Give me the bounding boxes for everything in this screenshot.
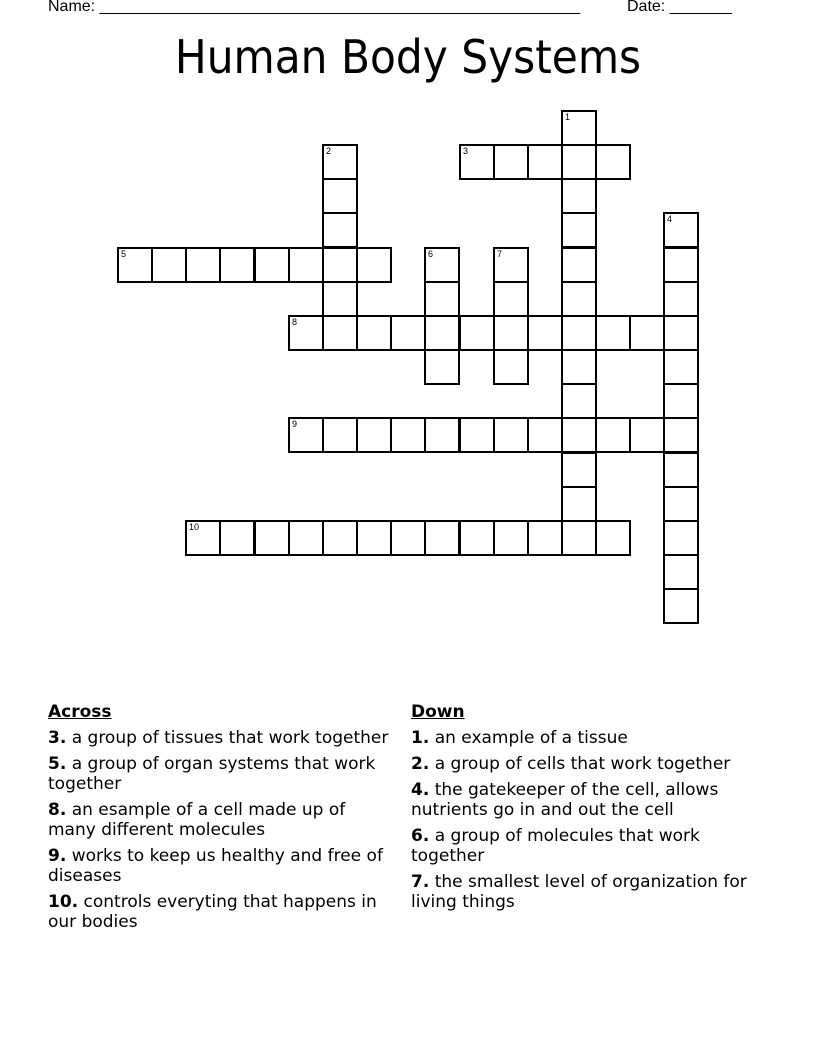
crossword-cell[interactable] xyxy=(663,588,699,624)
crossword-cell[interactable] xyxy=(663,349,699,385)
crossword-cell[interactable] xyxy=(663,247,699,283)
page-title: Human Body Systems xyxy=(174,30,642,84)
crossword-cell[interactable] xyxy=(390,520,426,556)
crossword-cell[interactable] xyxy=(322,212,358,248)
crossword-cell[interactable] xyxy=(254,247,290,283)
crossword-cell[interactable] xyxy=(493,144,529,180)
crossword-cell[interactable] xyxy=(459,520,495,556)
clue-across-9 xyxy=(48,846,393,886)
crossword-cell[interactable] xyxy=(288,520,324,556)
crossword-cell[interactable] xyxy=(663,520,699,556)
crossword-cell[interactable] xyxy=(424,247,460,283)
clue-text: an example of a tissue xyxy=(429,728,628,748)
crossword-cell[interactable] xyxy=(561,452,597,488)
clue-number: 9. xyxy=(48,846,67,866)
cell-number: 1 xyxy=(565,112,571,122)
crossword-cell[interactable] xyxy=(459,417,495,453)
clue-text: works to keep us healthy and free of diseases xyxy=(48,846,383,886)
cell-number: 7 xyxy=(497,249,503,259)
crossword-cell[interactable] xyxy=(629,315,665,351)
down-heading: Down xyxy=(411,702,465,722)
clue-text: a group of tissues that work together xyxy=(66,728,389,748)
clue-number: 3. xyxy=(48,728,67,748)
crossword-cell[interactable] xyxy=(424,281,460,317)
clue-number: 4. xyxy=(411,780,430,800)
crossword-cell[interactable] xyxy=(663,212,699,248)
crossword-cell[interactable] xyxy=(561,349,597,385)
crossword-cell[interactable] xyxy=(151,247,187,283)
crossword-cell[interactable] xyxy=(288,417,324,453)
crossword-cell[interactable] xyxy=(493,315,529,351)
clue-number: 5. xyxy=(48,754,67,774)
crossword-cell[interactable] xyxy=(493,417,529,453)
cell-number: 10 xyxy=(189,522,200,532)
cell-number: 3 xyxy=(463,146,469,156)
crossword-cell[interactable] xyxy=(185,520,221,556)
crossword-cell[interactable] xyxy=(322,178,358,214)
crossword-cell[interactable] xyxy=(595,417,631,453)
across-clues xyxy=(48,702,393,938)
crossword-cell[interactable] xyxy=(322,144,358,180)
clue-across-3 xyxy=(48,728,393,748)
crossword-cell[interactable] xyxy=(390,417,426,453)
crossword-cell[interactable] xyxy=(390,315,426,351)
crossword-cell[interactable] xyxy=(561,212,597,248)
clue-number: 2. xyxy=(411,754,430,774)
clue-down-6 xyxy=(411,826,776,866)
crossword-cell[interactable] xyxy=(561,247,597,283)
crossword-cell[interactable] xyxy=(595,315,631,351)
clue-text: a group of cells that work together xyxy=(429,754,731,774)
crossword-cell[interactable] xyxy=(356,417,392,453)
crossword-cell[interactable] xyxy=(663,486,699,522)
clue-text: controls everyting that happens in our bodies xyxy=(48,892,377,932)
crossword-cell[interactable] xyxy=(219,247,255,283)
crossword-cell[interactable] xyxy=(356,315,392,351)
crossword-cell[interactable] xyxy=(629,417,665,453)
crossword-cell[interactable] xyxy=(288,315,324,351)
crossword-cell[interactable] xyxy=(322,247,358,283)
clue-number: 1. xyxy=(411,728,430,748)
cell-number: 2 xyxy=(326,146,332,156)
crossword-cell[interactable] xyxy=(527,315,563,351)
clue-text: an esample of a cell made up of many different molecules xyxy=(48,800,346,840)
clue-across-8 xyxy=(48,800,393,840)
clue-down-7 xyxy=(411,872,776,912)
crossword-cell[interactable] xyxy=(595,144,631,180)
crossword-cell[interactable] xyxy=(561,486,597,522)
clue-number: 10. xyxy=(48,892,79,912)
cell-number: 4 xyxy=(667,214,673,224)
cell-number: 8 xyxy=(292,317,298,327)
across-heading: Across xyxy=(48,702,112,722)
crossword-cell[interactable] xyxy=(663,315,699,351)
clue-number: 6. xyxy=(411,826,430,846)
crossword-cell[interactable] xyxy=(561,144,597,180)
crossword-cell[interactable] xyxy=(663,383,699,419)
cell-number: 5 xyxy=(121,249,127,259)
crossword-cell[interactable] xyxy=(424,349,460,385)
clue-text: a group of organ systems that work together xyxy=(48,754,376,794)
crossword-cell[interactable] xyxy=(561,520,597,556)
clue-text: a group of molecules that work together xyxy=(411,826,700,866)
clue-down-4 xyxy=(411,780,776,820)
crossword-cell[interactable] xyxy=(663,417,699,453)
crossword-cell[interactable] xyxy=(561,281,597,317)
crossword-cell[interactable] xyxy=(117,247,153,283)
crossword-cell[interactable] xyxy=(356,520,392,556)
crossword-cell[interactable] xyxy=(663,281,699,317)
crossword-cell[interactable] xyxy=(561,315,597,351)
crossword-cell[interactable] xyxy=(493,349,529,385)
clue-text: the smallest level of organization for living things xyxy=(411,872,747,912)
crossword-cell[interactable] xyxy=(663,452,699,488)
crossword-cell[interactable] xyxy=(663,554,699,590)
crossword-cell[interactable] xyxy=(288,247,324,283)
crossword-cell[interactable] xyxy=(459,144,495,180)
crossword-cell[interactable] xyxy=(322,315,358,351)
crossword-cell[interactable] xyxy=(356,247,392,283)
crossword-cell[interactable] xyxy=(219,520,255,556)
clue-text: the gatekeeper of the cell, allows nutrients go in and out the cell xyxy=(411,780,719,820)
crossword-cell[interactable] xyxy=(493,281,529,317)
crossword-cell[interactable] xyxy=(424,315,460,351)
crossword-cell[interactable] xyxy=(561,383,597,419)
crossword-cell[interactable] xyxy=(561,417,597,453)
crossword-cell[interactable] xyxy=(322,520,358,556)
clue-number: 8. xyxy=(48,800,67,820)
clue-number: 7. xyxy=(411,872,430,892)
crossword-cell[interactable] xyxy=(185,247,221,283)
crossword-cell[interactable] xyxy=(493,520,529,556)
clue-across-10 xyxy=(48,892,393,932)
down-clues xyxy=(411,702,776,918)
crossword-cell[interactable] xyxy=(254,520,290,556)
crossword-cell[interactable] xyxy=(595,520,631,556)
crossword-cell[interactable] xyxy=(527,520,563,556)
clue-down-2 xyxy=(411,754,776,774)
crossword-cell[interactable] xyxy=(322,281,358,317)
name-field[interactable]: Name: ______________________________________________________ xyxy=(48,0,581,15)
crossword-cell[interactable] xyxy=(493,247,529,283)
clue-across-5 xyxy=(48,754,393,794)
cell-number: 9 xyxy=(292,419,298,429)
cell-number: 6 xyxy=(428,249,434,259)
crossword-cell[interactable] xyxy=(322,417,358,453)
crossword-cell[interactable] xyxy=(424,520,460,556)
crossword-cell[interactable] xyxy=(459,315,495,351)
date-field[interactable]: Date: _______ xyxy=(627,0,732,15)
crossword-cell[interactable] xyxy=(527,144,563,180)
crossword-cell[interactable] xyxy=(561,110,597,146)
crossword-cell[interactable] xyxy=(424,417,460,453)
crossword-cell[interactable] xyxy=(561,178,597,214)
crossword-cell[interactable] xyxy=(527,417,563,453)
clue-down-1 xyxy=(411,728,776,748)
